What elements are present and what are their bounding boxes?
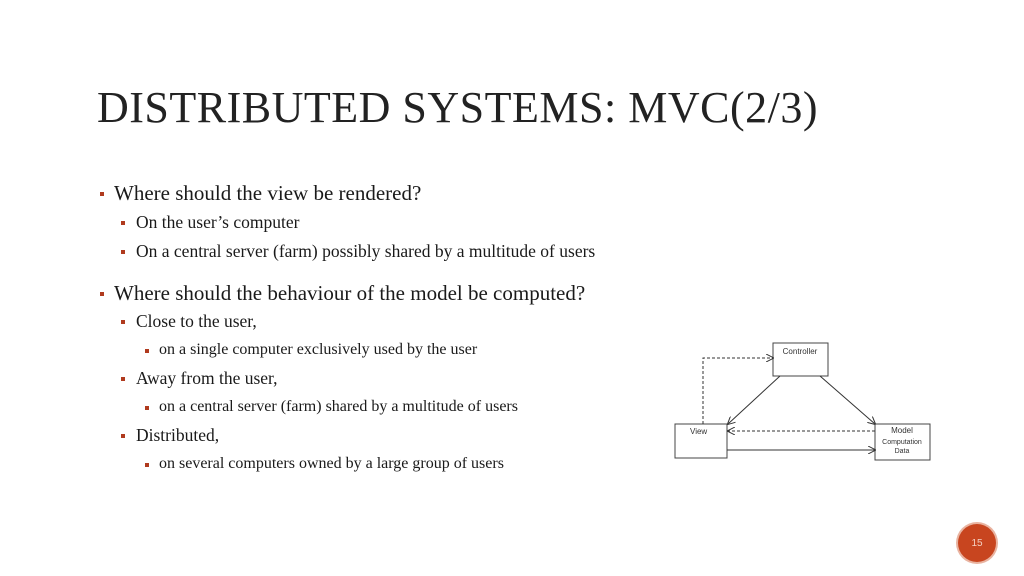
bullet-text: on several computers owned by a large group of users [159,455,504,472]
bullet-model-computed [114,281,585,306]
controller-label: Controller [782,347,818,356]
sub-sub-bullet-single-computer [159,341,477,359]
bullet-text: On the user’s computer [136,212,300,232]
mvc-diagram [670,338,940,468]
bullet-marker [145,349,149,353]
sub-bullet-close-to-user [136,311,257,332]
controller-to-model-arrow [820,376,875,424]
sub-sub-bullet-several-computers [159,455,504,473]
bullet-marker [145,406,149,410]
bullet-marker [121,434,125,438]
bullet-text: Away from the user, [136,368,278,388]
bullet-marker [121,320,125,324]
slide-title: DISTRIBUTED SYSTEMS: MVC(2/3) [97,83,818,132]
bullet-marker [121,250,125,254]
bullet-marker [100,292,104,296]
controller-to-view-arrow [728,376,780,424]
bullet-marker [121,221,125,225]
model-label: Model [891,426,913,435]
view-label: View [690,427,708,436]
model-computation-label: Computation [882,439,922,446]
bullet-marker [145,463,149,467]
bullet-marker [121,377,125,381]
bullet-text: Where should the behaviour of the model be computed? [114,281,586,305]
bullet-text: On a central server (farm) possibly shared by a multitude of users [136,241,596,261]
page-number-badge [958,524,996,562]
bullet-text: on a central server (farm) shared by a multitude of users [159,398,518,415]
bullet-text: Distributed, [136,425,220,445]
sub-sub-bullet-central-server [159,398,518,416]
page-number: 15 [971,537,983,549]
sub-bullet-away-from-user [136,368,278,389]
model-data-label: Data [894,448,910,455]
bullet-text: Where should the view be rendered? [114,181,422,205]
bullet-text: on a single computer exclusively used by the user [159,341,478,358]
bullet-marker [100,192,104,196]
bullet-view-rendered [114,181,421,206]
sub-bullet-distributed [136,425,219,446]
bullet-text: Close to the user, [136,311,257,331]
sub-bullet-user-computer [136,212,299,233]
sub-bullet-central-server [136,241,595,262]
